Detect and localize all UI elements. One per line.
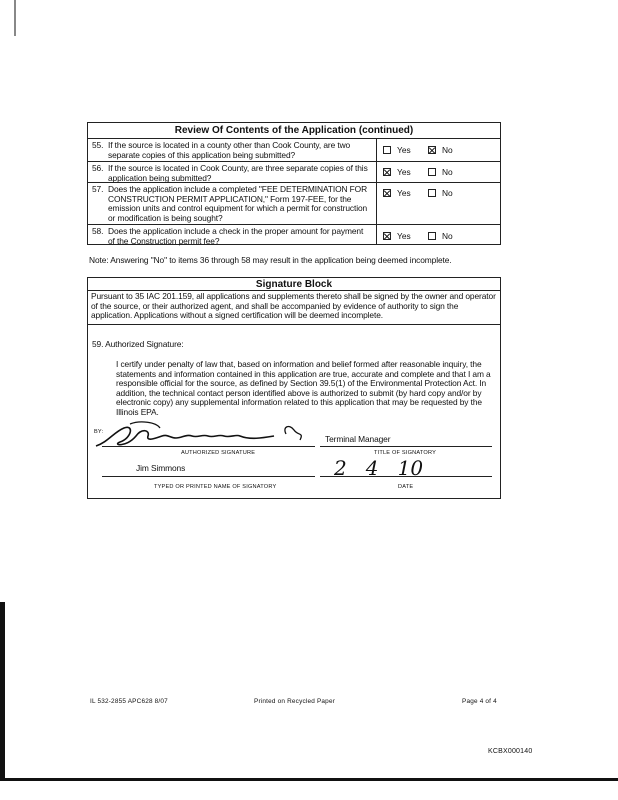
signature-intro: Pursuant to 35 IAC 201.159, all applications and supplements thereto shall be signed by the owner and operator of the source, or their authorized agent, and shall be accompanied by evidence of authority to sign the application. Applications without a signed certification will be deemed incomplete. xyxy=(91,291,496,321)
no-option[interactable]: No xyxy=(428,167,453,177)
review-row-58 xyxy=(88,224,500,245)
item-number: 56. xyxy=(92,163,104,173)
printed-name: Jim Simmons xyxy=(136,463,186,473)
date-caption: DATE xyxy=(398,484,414,490)
yes-option[interactable]: Yes xyxy=(383,231,411,241)
review-title: Review Of Contents of the Application (continued) xyxy=(174,125,414,136)
handwritten-signature xyxy=(90,418,320,452)
authorized-signature-label: 59. Authorized Signature: xyxy=(92,339,184,349)
yes-option[interactable]: Yes xyxy=(383,188,411,198)
printed-note: Printed on Recycled Paper xyxy=(254,698,336,705)
form-id: IL 532-2855 APC628 8/07 xyxy=(90,698,168,705)
review-row-57 xyxy=(88,182,500,224)
printed-name-caption: TYPED OR PRINTED NAME OF SIGNATORY xyxy=(154,484,277,490)
no-option[interactable]: No xyxy=(428,145,453,155)
title-of-signatory-caption: TITLE OF SIGNATORY xyxy=(374,450,437,456)
item-question: If the source is located in Cook County, are three separate copies of this application being submitted? xyxy=(108,163,368,183)
authorized-signature-caption: AUTHORIZED SIGNATURE xyxy=(181,450,256,456)
no-checkbox[interactable] xyxy=(428,189,436,197)
by-label: BY: xyxy=(94,429,104,435)
yes-checkbox-checked[interactable] xyxy=(383,232,391,240)
yes-checkbox-checked[interactable] xyxy=(383,168,391,176)
no-checkbox[interactable] xyxy=(428,232,436,240)
no-checkbox-checked[interactable] xyxy=(428,146,436,154)
bates-number: KCBX000140 xyxy=(488,748,533,755)
item-number: 58. xyxy=(92,226,104,236)
review-row-55 xyxy=(88,138,500,161)
review-row-56 xyxy=(88,161,500,182)
no-option[interactable]: No xyxy=(428,231,453,241)
no-option[interactable]: No xyxy=(428,188,453,198)
review-table xyxy=(87,122,501,245)
scan-bottom-bar xyxy=(0,778,618,781)
scan-edge-mark xyxy=(0,602,5,780)
certification-text: I certify under penalty of law that, based on information and belief formed after reasonable inquiry, the statements and information contained in this application are true, accurate and complete and that I am a responsible official for the source, as defined by Section 39.5(1) of the Environmental Protection Act. In addition, the technical contact person identified above is authorized to submit (by hard copy and/or by electronic copy) any supplemental information related to this application that may be requested by the Illinois EPA. xyxy=(116,359,491,417)
signatory-title: Terminal Manager xyxy=(325,434,391,444)
no-checkbox[interactable] xyxy=(428,168,436,176)
item-question: If the source is located in a county other than Cook County, are two separate copies of this application being submitted? xyxy=(108,140,351,160)
incomplete-note: Note: Answering "No" to items 36 through 58 may result in the application being deemed incomplete. xyxy=(89,255,452,265)
item-number: 57. xyxy=(92,184,104,194)
scan-edge-mark-top xyxy=(14,0,16,36)
printed-name-line xyxy=(102,476,315,477)
item-number: 55. xyxy=(92,140,104,150)
item-question: Does the application include a check in the proper amount for payment of the Construction permit fee? xyxy=(108,226,364,246)
yes-checkbox[interactable] xyxy=(383,146,391,154)
signature-block xyxy=(87,277,501,499)
yes-checkbox-checked[interactable] xyxy=(383,189,391,197)
yes-option[interactable]: Yes xyxy=(383,167,411,177)
signature-block-title: Signature Block xyxy=(255,279,333,290)
item-question: Does the application include a completed "FEE DETERMINATION FOR CONSTRUCTION PERMIT APPLICATION," Form 197-FEE, for the emission units and control equipment for which a permit for construction or modification is being sought? xyxy=(108,184,368,223)
handwritten-date: 2 4 10 xyxy=(334,456,424,480)
page-number: Page 4 of 4 xyxy=(462,698,497,705)
yes-option[interactable]: Yes xyxy=(383,145,411,155)
title-line xyxy=(320,446,492,447)
